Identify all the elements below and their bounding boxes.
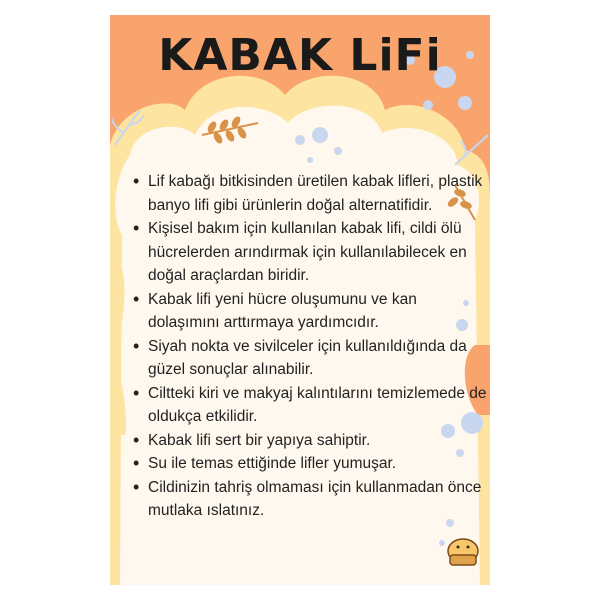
bullet-list bbox=[132, 170, 488, 523]
bullet-item: • Su ile temas ettiğinde lifler yumuşar. bbox=[148, 452, 488, 476]
card-title: KABAK LiFi bbox=[158, 30, 442, 81]
bullet-item: • Siyah nokta ve sivilceler için kullanıldığında da güzel sonuçlar alınabilir. bbox=[148, 335, 488, 382]
info-card bbox=[110, 15, 490, 585]
bullet-item: • Kabak lifi sert bir yapıya sahiptir. bbox=[148, 429, 488, 453]
bullet-item: • Ciltteki kiri ve makyaj kalıntılarını temizlemede de oldukça etkilidir. bbox=[148, 382, 488, 429]
bullet-item: • Cildinizin tahriş olmaması için kullanmadan önce mutlaka ıslatınız. bbox=[148, 476, 488, 523]
sponge-icon bbox=[448, 539, 478, 565]
bullet-item: • Kişisel bakım için kullanılan kabak lifi, cildi ölü hücrelerden arındırmak için kullanılabilecek en doğal araçlardan biridir. bbox=[148, 217, 488, 288]
bullet-item: • Lif kabağı bitkisinden üretilen kabak lifleri, plastik banyo lifi gibi ürünlerin doğal alternatifidir. bbox=[148, 170, 488, 217]
bullet-item: • Kabak lifi yeni hücre oluşumunu ve kan dolaşımını arttırmaya yardımcıdır. bbox=[148, 288, 488, 335]
